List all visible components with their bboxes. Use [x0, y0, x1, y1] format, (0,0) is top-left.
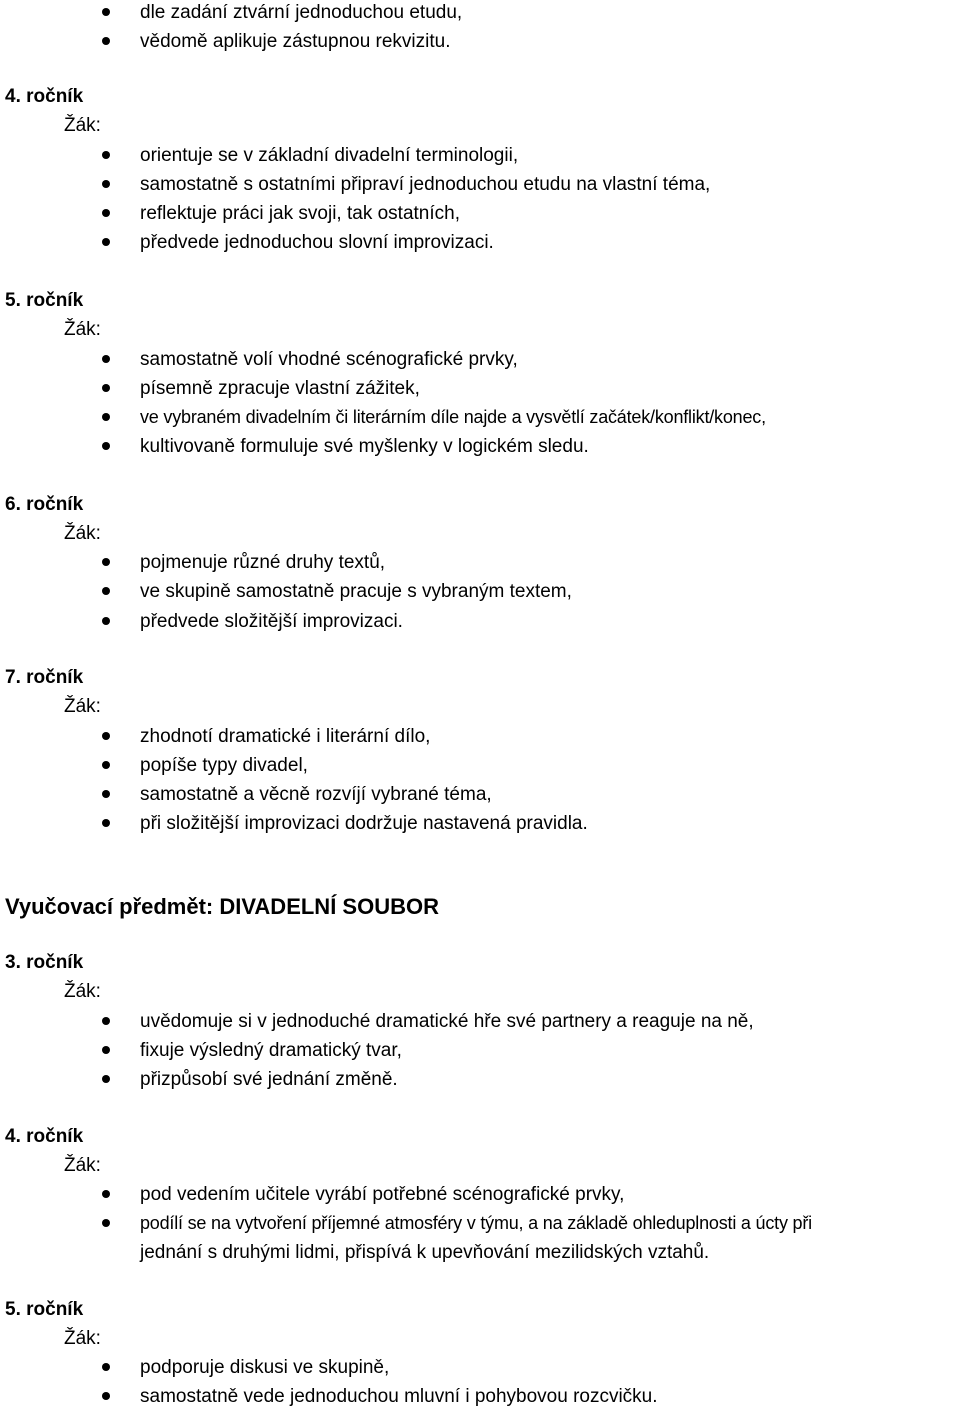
pupil-label: Žák: — [64, 1155, 101, 1176]
bullet-icon — [102, 180, 110, 188]
bullet-icon — [102, 617, 110, 625]
list-item: předvede jednoduchou slovní improvizaci. — [0, 228, 960, 257]
list-item: pod vedením učitele vyrábí potřebné scénografické prvky, — [0, 1180, 960, 1209]
pupil-label: Žák: — [64, 696, 101, 717]
bullet-icon — [102, 1075, 110, 1083]
bullet-icon — [102, 1363, 110, 1371]
pupil-label: Žák: — [64, 319, 101, 340]
list-item: vědomě aplikuje zástupnou rekvizitu. — [0, 27, 960, 56]
bullet-icon — [102, 8, 110, 16]
pupil-label: Žák: — [64, 523, 101, 544]
bullet-icon — [102, 37, 110, 45]
list-item: pojmenuje různé druhy textů, — [0, 548, 960, 577]
grade-heading: 6. ročník — [5, 494, 84, 515]
list-item: popíše typy divadel, — [0, 751, 960, 780]
list-item: podporuje diskusi ve skupině, — [0, 1353, 960, 1382]
bullet-icon — [102, 790, 110, 798]
list-item: uvědomuje si v jednoduché dramatické hře své partnery a reaguje na ně, — [0, 1007, 960, 1036]
grade-heading: 7. ročník — [5, 667, 84, 688]
list-item: ve skupině samostatně pracuje s vybraným textem, — [0, 577, 960, 606]
grade-heading: 5. ročník — [5, 1299, 84, 1320]
bullet-icon — [102, 819, 110, 827]
grade-heading: 4. ročník — [5, 86, 84, 107]
list-item-continuation: jednání s druhými lidmi, přispívá k upevňování mezilidských vztahů. — [140, 1242, 710, 1263]
list-item: samostatně a věcně rozvíjí vybrané téma, — [0, 780, 960, 809]
list-item: fixuje výsledný dramatický tvar, — [0, 1036, 960, 1065]
pupil-label: Žák: — [64, 115, 101, 136]
bullet-icon — [102, 1190, 110, 1198]
list-item: kultivovaně formuluje své myšlenky v logickém sledu. — [0, 432, 960, 461]
subject-title: Vyučovací předmět: DIVADELNÍ SOUBOR — [5, 894, 439, 919]
bullet-icon — [102, 442, 110, 450]
bullet-icon — [102, 1046, 110, 1054]
list-item: dle zadání ztvární jednoduchou etudu, — [0, 0, 960, 27]
list-item: přizpůsobí své jednání změně. — [0, 1065, 960, 1094]
bullet-icon — [102, 151, 110, 159]
bullet-icon — [102, 761, 110, 769]
list-item: samostatně volí vhodné scénografické prvky, — [0, 345, 960, 374]
grade-heading: 4. ročník — [5, 1126, 84, 1147]
list-item: reflektuje práci jak svoji, tak ostatních, — [0, 199, 960, 228]
bullet-icon — [102, 384, 110, 392]
list-item: předvede složitější improvizaci. — [0, 607, 960, 636]
bullet-icon — [102, 238, 110, 246]
bullet-icon — [102, 558, 110, 566]
list-item: při složitější improvizaci dodržuje nastavená pravidla. — [0, 809, 960, 838]
grade-heading: 5. ročník — [5, 290, 84, 311]
bullet-icon — [102, 209, 110, 217]
list-item: samostatně vede jednoduchou mluvní i pohybovou rozcvičku. — [0, 1382, 960, 1411]
list-item: písemně zpracuje vlastní zážitek, — [0, 374, 960, 403]
bullet-icon — [102, 1017, 110, 1025]
bullet-icon — [102, 1392, 110, 1400]
pupil-label: Žák: — [64, 1328, 101, 1349]
list-item: podílí se na vytvoření příjemné atmosféry v týmu, a na základě ohleduplnosti a úcty při — [0, 1209, 960, 1238]
bullet-icon — [102, 1219, 110, 1227]
grade-heading: 3. ročník — [5, 952, 84, 973]
list-item: orientuje se v základní divadelní terminologii, — [0, 141, 960, 170]
bullet-icon — [102, 355, 110, 363]
list-item: ve vybraném divadelním či literárním díle najde a vysvětlí začátek/konflikt/konec, — [0, 403, 960, 432]
list-item: samostatně s ostatními připraví jednoduchou etudu na vlastní téma, — [0, 170, 960, 199]
list-item: zhodnotí dramatické i literární dílo, — [0, 722, 960, 751]
bullet-icon — [102, 413, 110, 421]
bullet-icon — [102, 587, 110, 595]
bullet-icon — [102, 732, 110, 740]
pupil-label: Žák: — [64, 981, 101, 1002]
